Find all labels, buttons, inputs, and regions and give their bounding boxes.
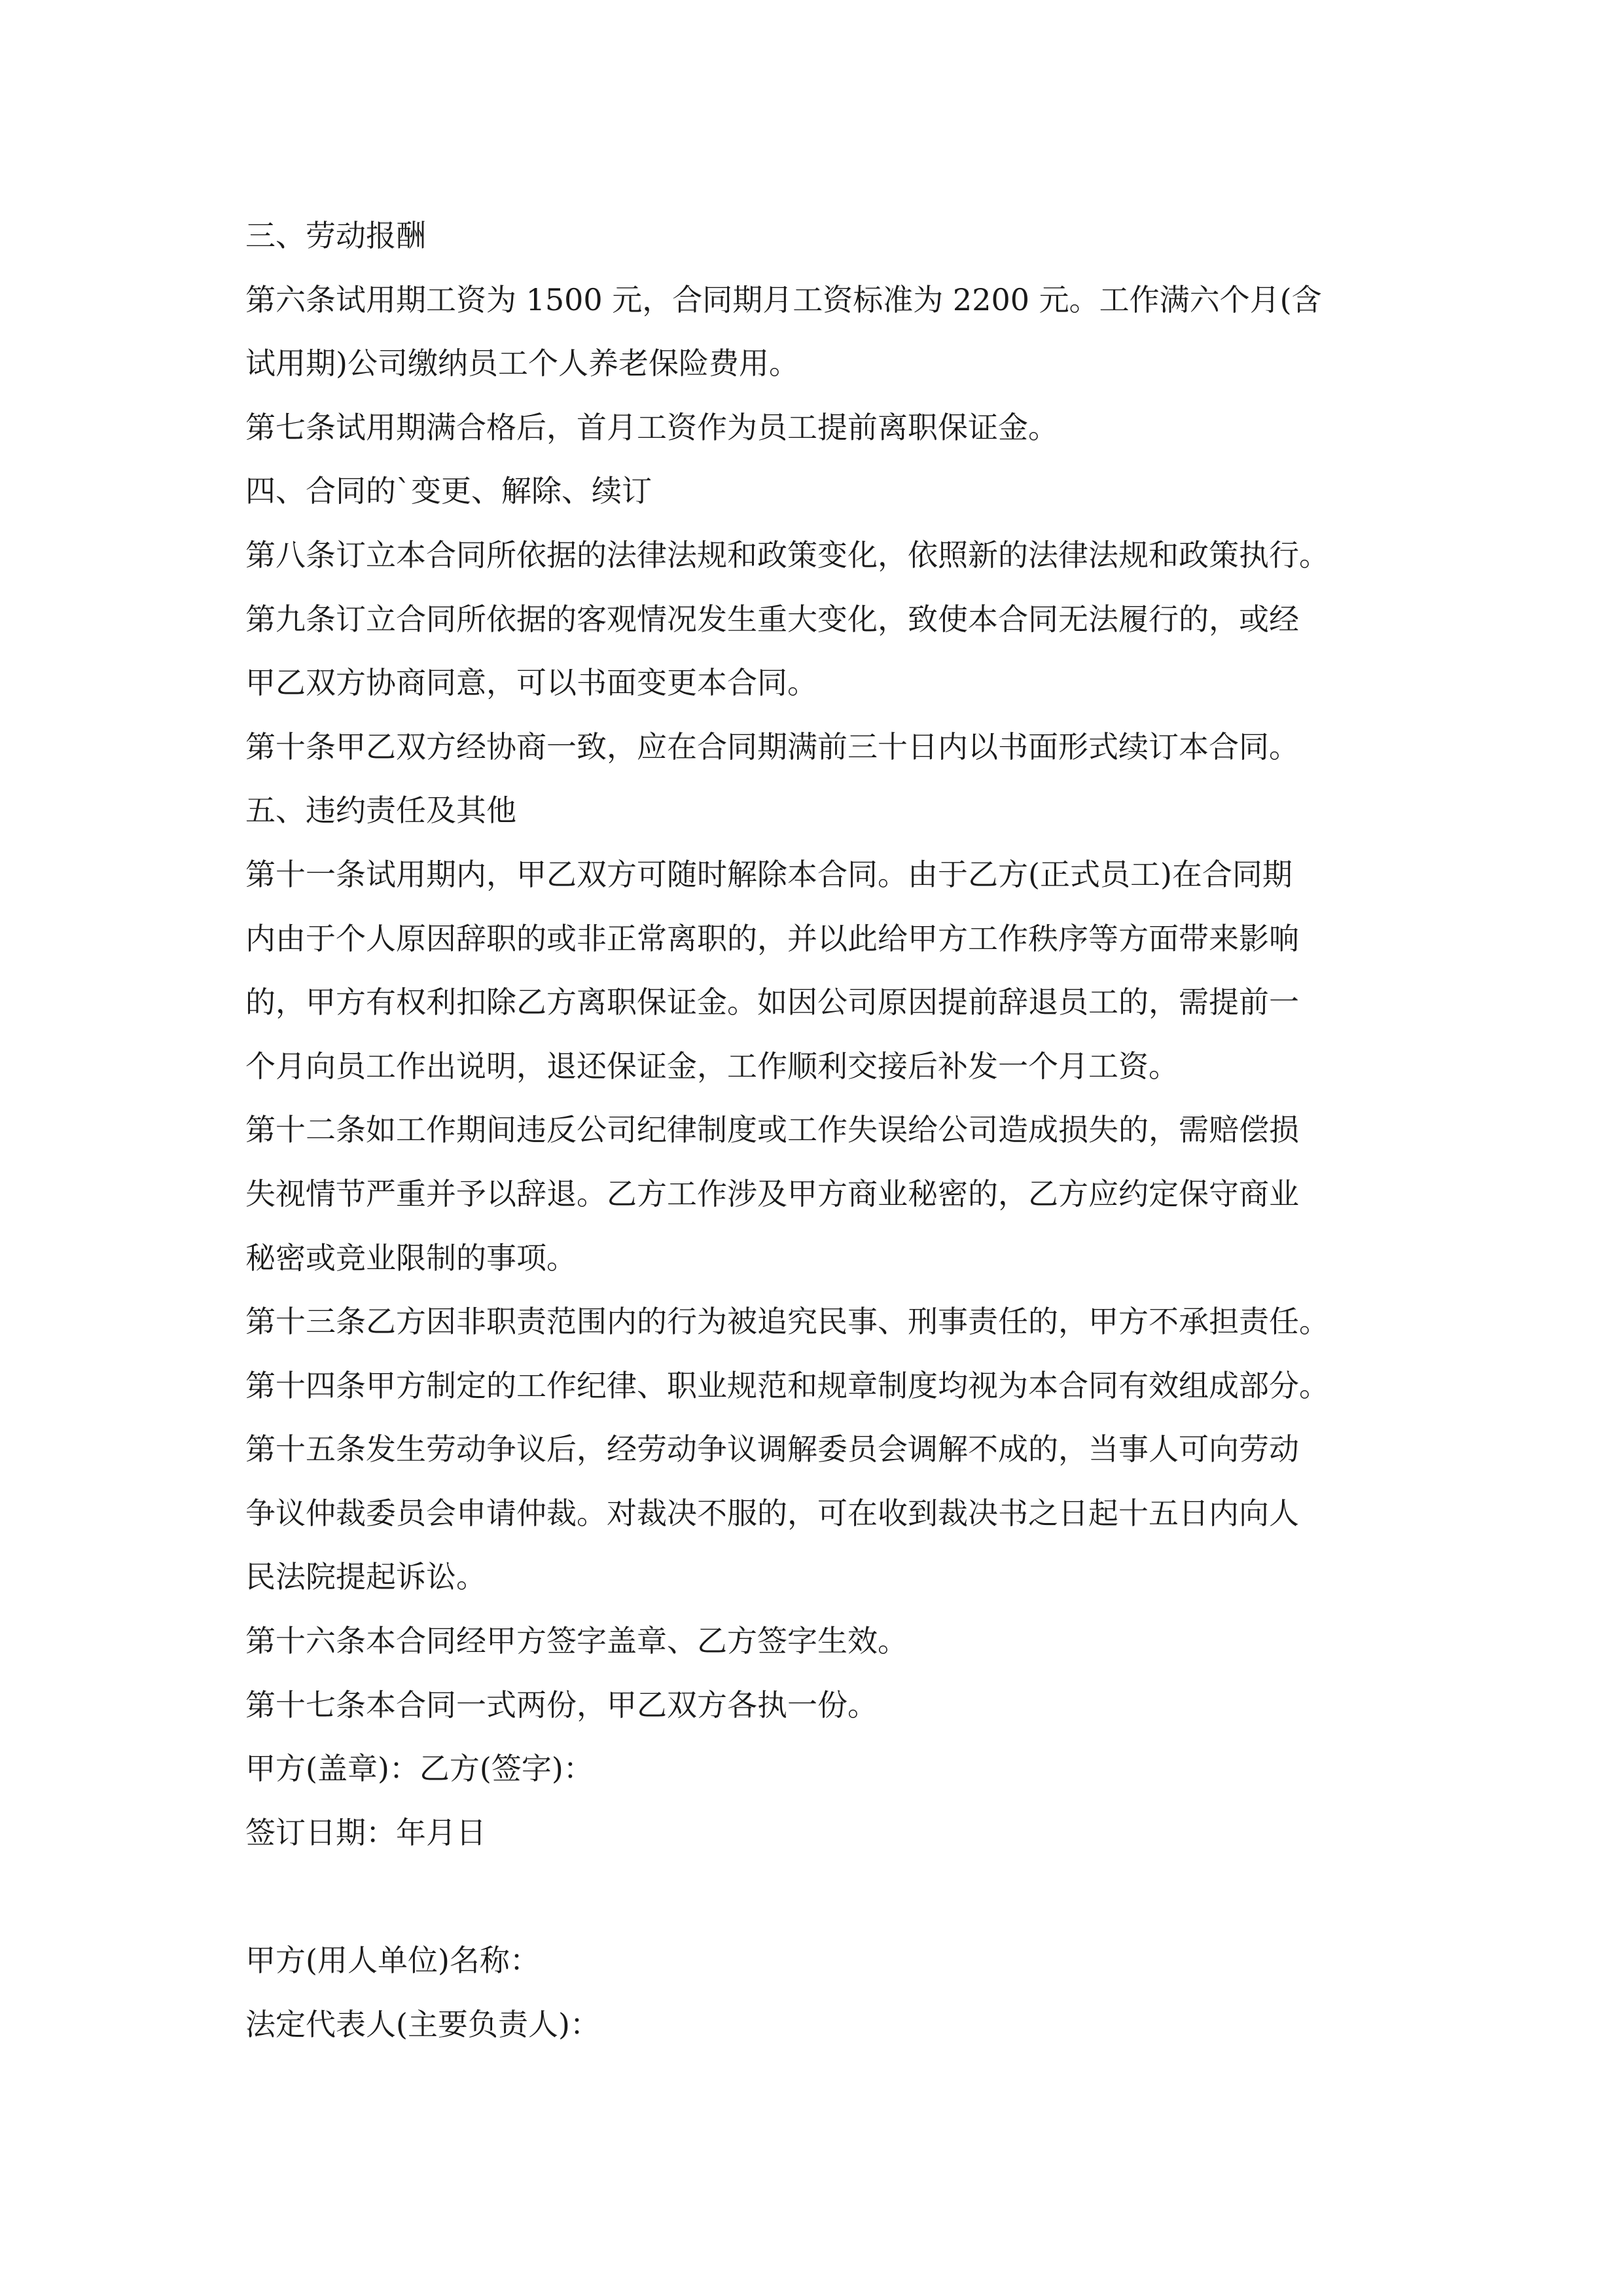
article-9-line-1: 第九条订立合同所依据的客观情况发生重大变化，致使本合同无法履行的，或经: [245, 601, 1299, 637]
article-12-line-2: 失视情节严重并予以辞退。乙方工作涉及甲方商业秘密的，乙方应约定保守商业: [245, 1175, 1299, 1211]
article-11-line-2: 内由于个人原因辞职的或非正常离职的，并以此给甲方工作秩序等方面带来影响: [245, 920, 1299, 956]
signing-date-line: 签订日期：年月日: [245, 1814, 486, 1850]
employer-name-line: 甲方(用人单位)名称：: [245, 1943, 540, 1979]
article-7: 第七条试用期满合格后，首月工资作为员工提前离职保证金。: [245, 409, 1058, 445]
article-8: 第八条订立本合同所依据的法律法规和政策变化，依照新的法律法规和政策执行。: [245, 537, 1329, 573]
article-11-line-3: 的，甲方有权利扣除乙方离职保证金。如因公司原因提前辞退员工的，需提前一: [245, 984, 1299, 1020]
section-heading-liability: 五、违约责任及其他: [245, 793, 516, 829]
document-body: [245, 204, 1399, 2056]
article-15-line-3: 民法院提起诉讼。: [245, 1559, 486, 1595]
article-11-line-1: 第十一条试用期内，甲乙双方可随时解除本合同。由于乙方(正式员工)在合同期: [245, 856, 1293, 892]
article-6-line-2: 试用期)公司缴纳员工个人养老保险费用。: [245, 346, 799, 382]
article-16: 第十六条本合同经甲方签字盖章、乙方签字生效。: [245, 1623, 908, 1659]
article-17: 第十七条本合同一式两份，甲乙双方各执一份。: [245, 1687, 878, 1723]
article-6-line-1: 第六条试用期工资为 1500 元，合同期月工资标准为 2200 元。工作满六个月(含: [245, 281, 1322, 317]
article-14: 第十四条甲方制定的工作纪律、职业规范和规章制度均视为本合同有效组成部分。: [245, 1367, 1329, 1403]
blank-gap: [245, 1865, 1399, 1929]
article-12-line-1: 第十二条如工作期间违反公司纪律制度或工作失误给公司造成损失的，需赔偿损: [245, 1112, 1299, 1148]
article-15-line-2: 争议仲裁委员会申请仲裁。对裁决不服的，可在收到裁决书之日起十五日内向人: [245, 1495, 1299, 1531]
article-11-line-4: 个月向员工作出说明，退还保证金，工作顺利交接后补发一个月工资。: [245, 1048, 1179, 1084]
article-9-line-2: 甲乙双方协商同意，可以书面变更本合同。: [245, 665, 817, 701]
article-13: 第十三条乙方因非职责范围内的行为被追究民事、刑事责任的，甲方不承担责任。: [245, 1304, 1329, 1340]
signature-party-line: 甲方(盖章)：乙方(签字)：: [245, 1751, 594, 1787]
article-10: 第十条甲乙双方经协商一致，应在合同期满前三十日内以书面形式续订本合同。: [245, 728, 1299, 764]
article-12-line-3: 秘密或竞业限制的事项。: [245, 1240, 577, 1276]
article-15-line-1: 第十五条发生劳动争议后，经劳动争议调解委员会调解不成的，当事人可向劳动: [245, 1431, 1299, 1467]
section-heading-remuneration: 三、劳动报酬: [245, 218, 426, 253]
section-heading-change-termination: 四、合同的`变更、解除、续订: [245, 473, 652, 509]
legal-representative-line: 法定代表人(主要负责人)：: [245, 2006, 600, 2042]
